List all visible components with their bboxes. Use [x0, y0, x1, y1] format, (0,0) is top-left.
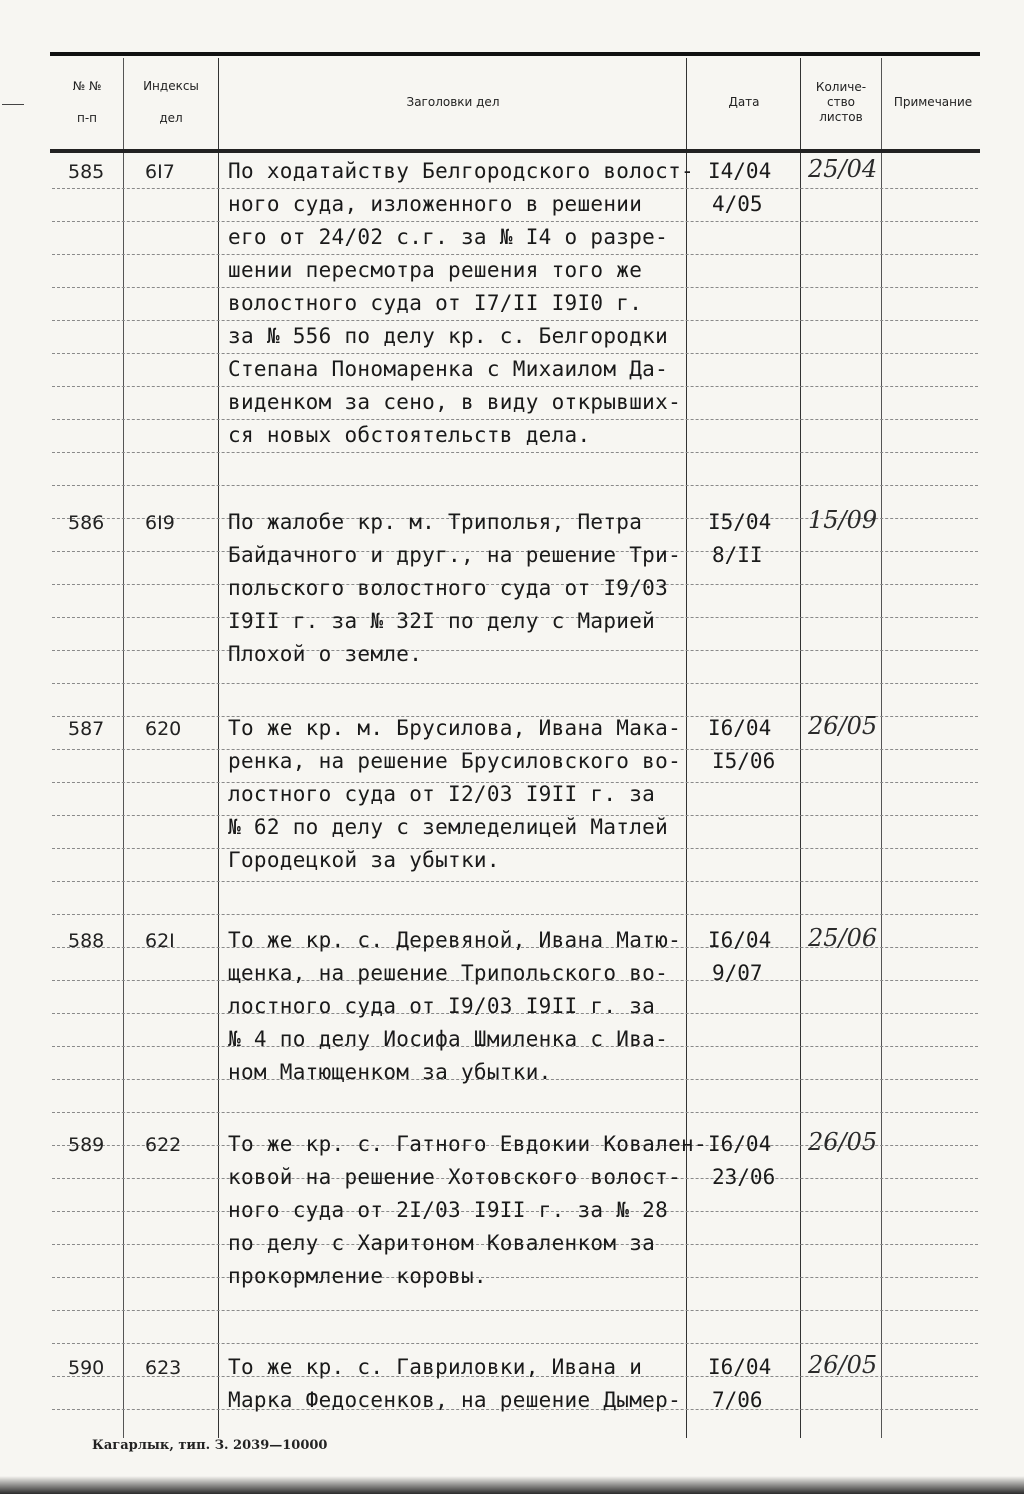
- entry-index: 623: [145, 1357, 182, 1379]
- printer-imprint: Кагарлык, тип. З. 2039—10000: [92, 1438, 328, 1453]
- col-divider-1: [123, 58, 124, 1438]
- entry-date-start: I5/04: [708, 510, 772, 534]
- col-divider-2: [218, 58, 219, 1438]
- entry-index: 620: [145, 718, 182, 740]
- entry-title-line: ковой на решение Хотовского волост-: [228, 1165, 682, 1189]
- entry-date-end: 23/06: [712, 1165, 776, 1189]
- ruled-line: [52, 1310, 978, 1311]
- entry-sheet-count: 15/09: [808, 506, 878, 534]
- entry-number: 590: [68, 1357, 105, 1379]
- entry-date-start: I6/04: [708, 1355, 772, 1379]
- ruled-line: [52, 188, 978, 189]
- entry-title-line: № 4 по делу Иосифа Шмиленка с Ива-: [228, 1027, 669, 1051]
- entry-title-line: волостного суда от I7/II I9I0 г.: [228, 291, 643, 315]
- entry-date-start: I4/04: [708, 159, 772, 183]
- col-divider-4: [800, 58, 801, 1438]
- entry-title-line: лостного суда от I2/03 I9II г. за: [228, 782, 656, 806]
- entry-title-line: по делу с Харитоном Коваленком за: [228, 1231, 656, 1255]
- entry-number: 587: [68, 718, 105, 740]
- ruled-line: [52, 683, 978, 684]
- entry-title-line: То же кр. с. Деревяной, Ивана Матю-: [228, 928, 682, 952]
- header-index-sub: дел: [159, 111, 183, 125]
- entry-title-line: ного суда от 2I/03 I9II г. за № 28: [228, 1198, 669, 1222]
- entry-title-line: I9II г. за № 32I по делу с Марией: [228, 609, 656, 633]
- header-col-sheets: [802, 80, 880, 125]
- entry-title-line: То же кр. м. Брусилова, Ивана Мака-: [228, 716, 682, 740]
- header-index-label: Индексы: [143, 79, 199, 93]
- entry-index: 622: [145, 1134, 182, 1156]
- entry-date-end: I5/06: [712, 749, 776, 773]
- entry-title-line: То же кр. с. Гавриловки, Ивана и: [228, 1355, 643, 1379]
- entry-title-line: Марка Федосенков, на решение Дымер-: [228, 1388, 682, 1412]
- header-rule: [50, 149, 980, 153]
- top-rule: [50, 52, 980, 56]
- ruled-line: [52, 1277, 978, 1278]
- col-divider-3: [686, 58, 687, 1438]
- ruled-line: [52, 320, 978, 321]
- entry-title-line: Плохой о земле.: [228, 642, 423, 666]
- ruled-line: [52, 485, 978, 486]
- entry-sheet-count: 25/06: [808, 924, 878, 952]
- entry-title-line: То же кр. с. Гатного Евдокии Ковален-: [228, 1132, 707, 1156]
- entry-title-line: ренка, на решение Брусиловского во-: [228, 749, 682, 773]
- header-col-no: [52, 78, 122, 126]
- header-sheets-2: ство: [826, 95, 855, 109]
- col-divider-5: [881, 58, 882, 1438]
- entry-title-line: № 62 по делу с земледелицей Матлей: [228, 815, 669, 839]
- ruled-line: [52, 881, 978, 882]
- entry-date-end: 4/05: [712, 192, 763, 216]
- ruled-line: [52, 914, 978, 915]
- ruled-line: [52, 287, 978, 288]
- entry-title-line: виденком за сено, в виду открывших-: [228, 390, 682, 414]
- entry-sheet-count: 26/05: [808, 1128, 878, 1156]
- entry-title-line: лостного суда от I9/03 I9II г. за: [228, 994, 656, 1018]
- entry-number: 585: [68, 161, 105, 183]
- header-col-date: Дата: [728, 95, 760, 109]
- entry-date-end: 8/II: [712, 543, 763, 567]
- ruled-line: [52, 848, 978, 849]
- entry-date-end: 9/07: [712, 961, 763, 985]
- entry-title-line: его от 24/02 с.г. за № I4 о разре-: [228, 225, 669, 249]
- entry-number: 586: [68, 512, 105, 534]
- entry-title-line: ном Матющенком за убытки.: [228, 1060, 552, 1084]
- ruled-line: [52, 419, 978, 420]
- margin-mark: [2, 104, 24, 105]
- entry-title-line: По жалобе кр. м. Триполья, Петра: [228, 510, 643, 534]
- entry-title-line: Степана Пономаренка с Михаилом Да-: [228, 357, 669, 381]
- entry-number: 588: [68, 930, 105, 952]
- entry-title-line: Городецкой за убытки.: [228, 848, 500, 872]
- ruled-line: [52, 1343, 978, 1344]
- header-no-sub: п-п: [76, 111, 98, 125]
- ruled-line: [52, 1112, 978, 1113]
- header-no-label: № №: [72, 79, 102, 93]
- entry-date-start: I6/04: [708, 928, 772, 952]
- entry-title-line: По ходатайству Белгородского волост-: [228, 159, 694, 183]
- ruled-line: [52, 221, 978, 222]
- ruled-line: [52, 452, 978, 453]
- ruled-line: [52, 650, 978, 651]
- header-col-note: Примечание: [893, 95, 973, 109]
- ruled-line: [52, 254, 978, 255]
- entry-title-line: ного суда, изложенного в решении: [228, 192, 643, 216]
- header-sheets-3: листов: [819, 110, 863, 124]
- header-col-title: Заголовки дел: [406, 95, 500, 109]
- entry-index: 62I: [145, 930, 175, 952]
- entry-sheet-count: 26/05: [808, 1351, 878, 1379]
- entry-title-line: ся новых обстоятельств дела.: [228, 423, 591, 447]
- entry-index: 6I7: [145, 161, 175, 183]
- ruled-line: [52, 386, 978, 387]
- ruled-line: [52, 353, 978, 354]
- entry-title-line: прокормление коровы.: [228, 1264, 487, 1288]
- entry-date-end: 7/06: [712, 1388, 763, 1412]
- entry-title-line: польского волостного суда от I9/03: [228, 576, 669, 600]
- entry-sheet-count: 26/05: [808, 712, 878, 740]
- scan-bottom-edge: [0, 1476, 1024, 1494]
- entry-date-start: I6/04: [708, 716, 772, 740]
- entry-title-line: за № 556 по делу кр. с. Белгородки: [228, 324, 669, 348]
- entry-date-start: I6/04: [708, 1132, 772, 1156]
- entry-index: 6I9: [145, 512, 175, 534]
- entry-title-line: Байдачного и друг., на решение Три-: [228, 543, 682, 567]
- header-col-index: [126, 78, 216, 126]
- header-sheets-1: Количе-: [815, 80, 867, 94]
- entry-title-line: шении пересмотра решения того же: [228, 258, 643, 282]
- entry-number: 589: [68, 1134, 105, 1156]
- entry-sheet-count: 25/04: [808, 155, 878, 183]
- entry-title-line: щенка, на решение Трипольского во-: [228, 961, 669, 985]
